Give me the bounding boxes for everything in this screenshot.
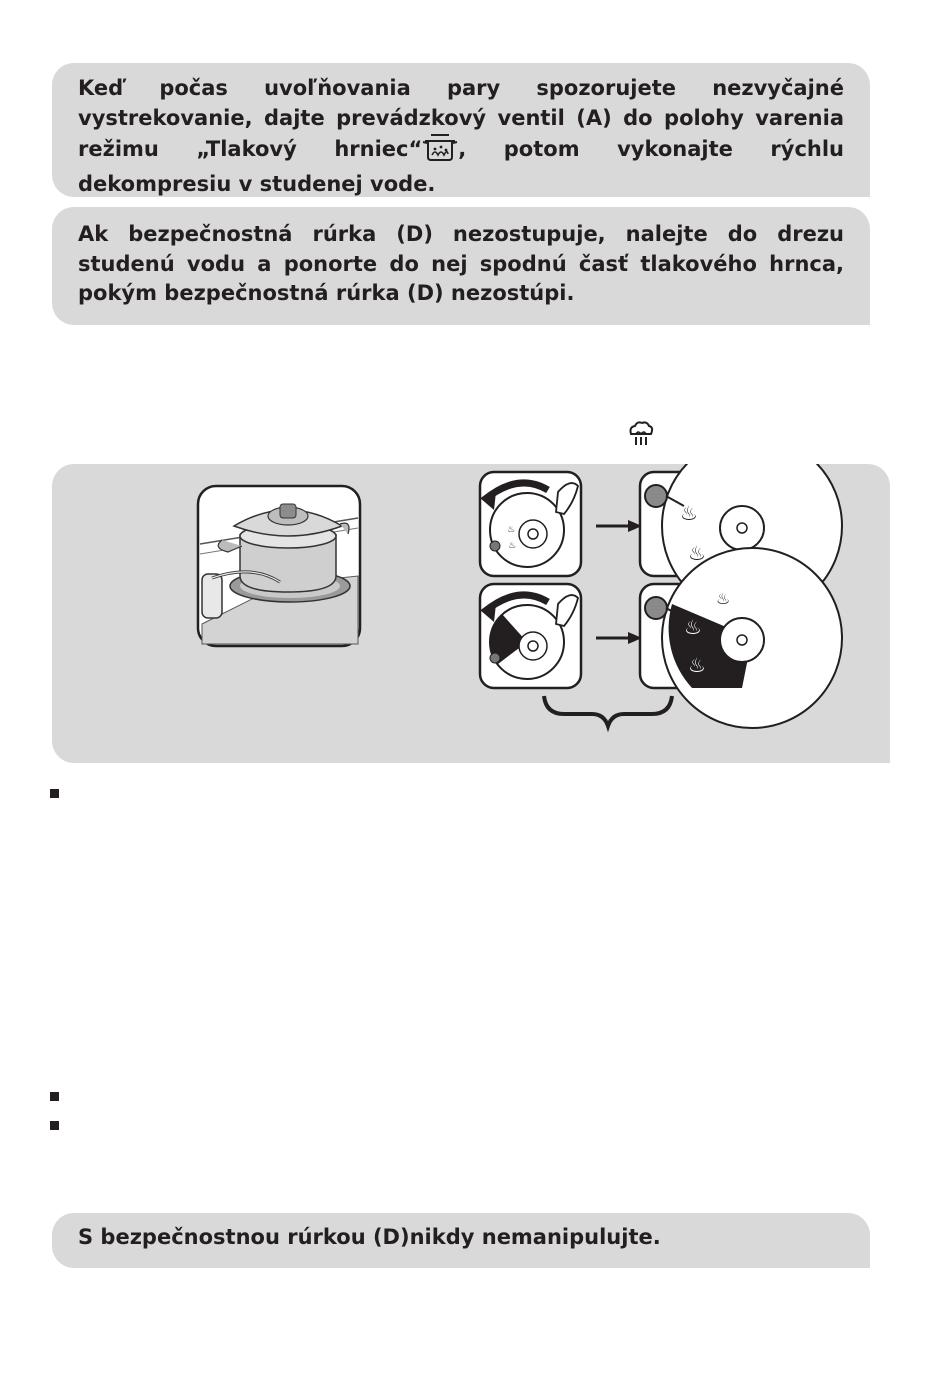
- grouping-brace: [544, 696, 672, 726]
- valve-rotation-step-1: [480, 472, 581, 576]
- warning-note-text: Keď počas uvoľňovania pary spozorujete nezvyčajné vystrekovanie, dajte prevádzkový ventil (A) do polohy varenia režimu „Tlakový hrniec“ , potom vykonajte rýchlu dekompresiu v studenej vode.: [78, 76, 844, 196]
- pressure-cooker-icon: [422, 133, 458, 170]
- valve-rotation-step-2: [480, 584, 581, 688]
- steam-icon: [627, 421, 655, 451]
- arrow-right-icon: [596, 520, 642, 532]
- safety-pipe-note-text: Ak bezpečnostná rúrka (D) nezostupuje, nalejte do drezu studenú vodu a ponorte do nej spodnú časť tlakového hrnca, pokým bezpečnostná rúrka (D) nezostúpi.: [78, 222, 844, 305]
- do-not-tamper-note: [52, 1213, 870, 1268]
- svg-text:♨: ♨: [684, 615, 702, 639]
- svg-text:♨: ♨: [508, 541, 517, 551]
- svg-text:♨: ♨: [716, 589, 731, 608]
- pot-under-cold-tap-illustration: [198, 486, 360, 646]
- list-bullet: [50, 789, 59, 798]
- svg-text:♨: ♨: [688, 653, 706, 677]
- warning-note-steam-spray: [52, 63, 870, 197]
- safety-pipe-note: [52, 207, 870, 325]
- list-bullet: [50, 1121, 59, 1130]
- list-bullet: [50, 1092, 59, 1101]
- svg-text:♨: ♨: [507, 525, 516, 535]
- do-not-tamper-note-text: S bezpečnostnou rúrkou (D)nikdy nemanipulujte.: [78, 1225, 661, 1249]
- arrow-right-icon: [596, 632, 642, 644]
- instruction-figure-panel: [52, 464, 890, 763]
- svg-text:♨: ♨: [680, 501, 698, 525]
- svg-text:♨: ♨: [688, 541, 706, 565]
